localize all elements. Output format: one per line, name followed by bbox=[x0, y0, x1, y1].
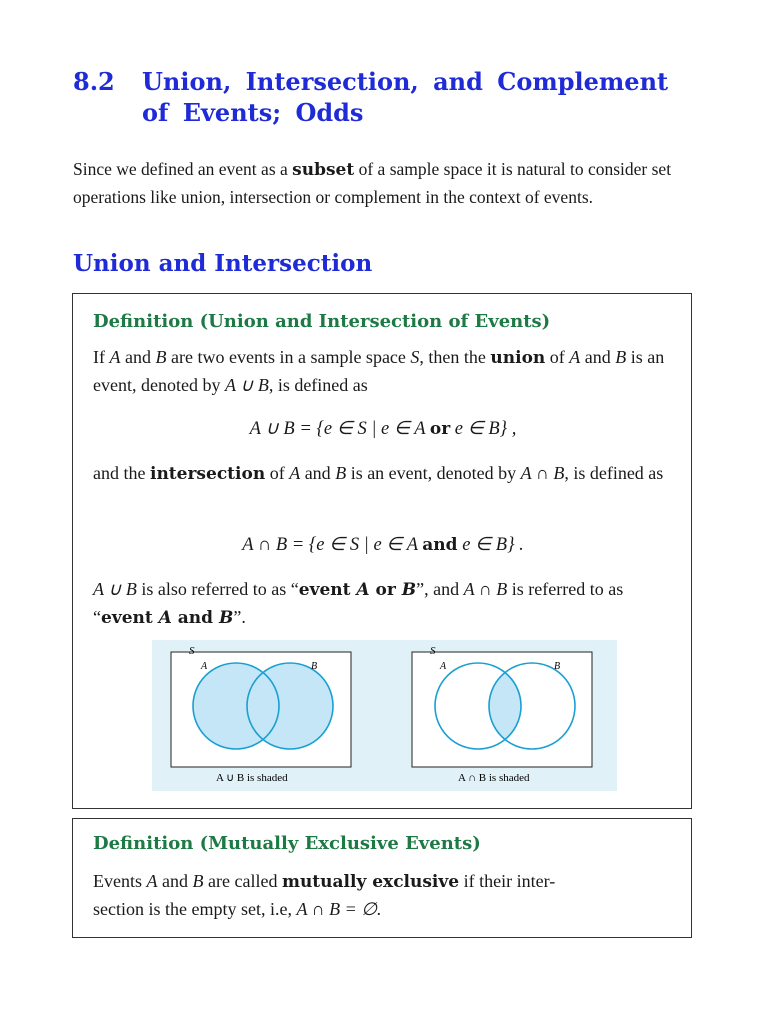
label-s-right: S bbox=[430, 645, 436, 657]
definition-title-mutually-exclusive: Definition (Mutually Exclusive Events) bbox=[93, 833, 481, 854]
intro-text: Since we defined an event as a bbox=[73, 159, 293, 179]
label-b-left: B bbox=[311, 661, 318, 672]
definition-paragraph-naming: A ∪ B is also referred to as “event A or B”, and A ∩ B is referred to as “event A and B”. bbox=[93, 579, 624, 628]
venn-union bbox=[171, 645, 351, 784]
definition-paragraph-union: If A and B are two events in a sample space S, then the union of A and B is an event, denoted by A ∪ B, is defined as bbox=[93, 347, 665, 395]
label-a-left: A bbox=[201, 661, 208, 672]
label-b-right: B bbox=[554, 661, 561, 672]
venn-intersection bbox=[412, 645, 592, 784]
venn-diagrams bbox=[152, 640, 617, 791]
intro-paragraph bbox=[73, 156, 695, 210]
subsection-title: Union and Intersection bbox=[73, 250, 373, 277]
definition-paragraph-mutually-exclusive: Events A and B are called mutually exclusive if their inter- section is the empty set, i.e, A ∩ B = ∅. bbox=[93, 871, 556, 919]
equation-intersection: A ∩ B = {e ∈ S | e ∈ A and e ∈ B} . bbox=[242, 535, 524, 555]
intro-text-rest: of a sample space it is natural to consider set operations like union, intersection or complement in the context of events. bbox=[73, 159, 672, 207]
definition-box-mutually-exclusive bbox=[72, 818, 692, 938]
caption-union: A ∪ B is shaded bbox=[216, 772, 288, 784]
label-a-right: A bbox=[440, 661, 447, 672]
section-title: Union, Intersection, and Complement of Events; Odds bbox=[142, 67, 669, 127]
definition-title: Definition (Union and Intersection of Events) bbox=[93, 311, 551, 332]
section-number: 8.2 bbox=[73, 67, 115, 96]
definition-paragraph-intersection: and the intersection of A and B is an event, denoted by A ∩ B, is defined as bbox=[93, 463, 664, 484]
intro-bold-subset: subset bbox=[292, 160, 355, 180]
equation-union: A ∪ B = {e ∈ S | e ∈ A or e ∈ B} , bbox=[249, 419, 517, 439]
caption-intersection: A ∩ B is shaded bbox=[458, 772, 530, 784]
label-s-left: S bbox=[189, 645, 195, 657]
venn-diagram-figure bbox=[152, 640, 617, 791]
definition-box-union-intersection bbox=[72, 293, 692, 809]
